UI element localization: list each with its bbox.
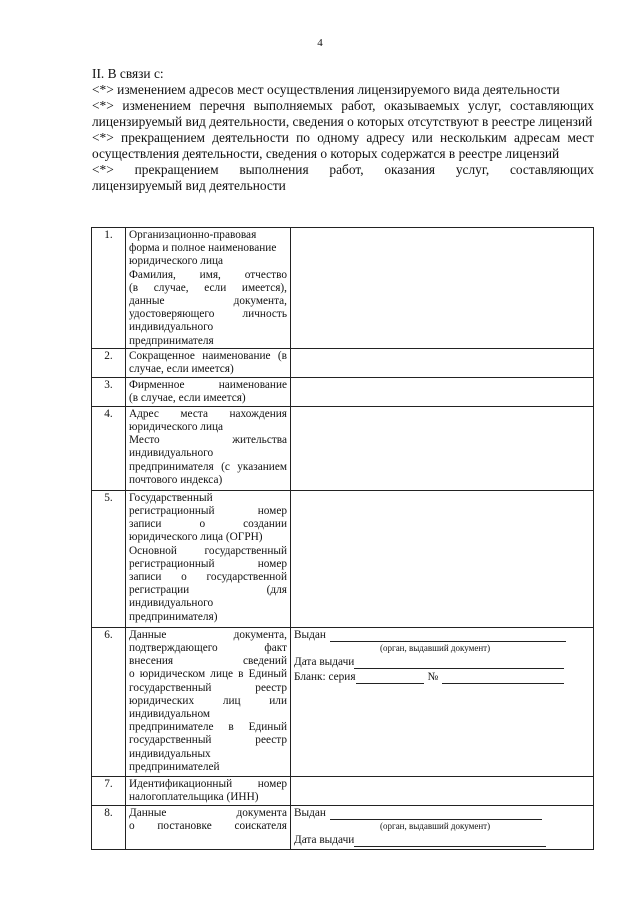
issuer-caption: (орган, выдавший документ) (380, 820, 491, 831)
reason-text: изменением перечня выполняемых работ, оказываемых услуг, составляющих лицензируемый вид деятельности, сведения о которых отсутствуют в реестре лицензий (92, 98, 594, 129)
intro-section (92, 66, 594, 194)
reason-text: изменением адресов мест осуществления лицензируемого вида деятельности (113, 82, 560, 97)
field-label: Данные документа, подтверждающего факт внесения сведений о юридическом лице в Единый государственный реестр юридических лиц или индивидуальном предпринимателе в Единый государственный реестр индивидуальных предпринимателей (126, 627, 291, 776)
reason-marker: <*> (92, 162, 114, 177)
document-details (291, 627, 594, 776)
field-value[interactable] (291, 490, 594, 627)
blank-series-field[interactable] (356, 672, 424, 684)
issue-date-field[interactable] (354, 835, 546, 847)
field-label: Организационно-правовая форма и полное наименование юридического лица Фамилия, имя, отчество (в случае, если имеется), данные документа, удостоверяющего личность индивидуального предпринимателя (126, 228, 291, 349)
field-label: Сокращенное наименование (в случае, если имеется) (126, 348, 291, 377)
issuer-caption: (орган, выдавший документ) (380, 642, 491, 653)
row-number: 2. (92, 348, 126, 377)
reason-text: прекращением выполнения работ, оказания услуг, составляющих (113, 162, 594, 177)
field-label: Государственный регистрационный номер записи о создании юридического лица (ОГРН) Основной государственный регистрационный номер записи о государственной регистрации (для индивидуального предпринимателя) (126, 490, 291, 627)
document-details (291, 805, 594, 849)
table-row (92, 406, 594, 490)
table-row (92, 627, 594, 776)
field-label: Адрес места нахождения юридического лица Место жительства индивидуального предпринимателя (с указанием почтового индекса) (126, 406, 291, 490)
applicant-data-table (91, 227, 594, 850)
field-value[interactable] (291, 348, 594, 377)
field-label: Идентификационный номер налогоплательщика (ИНН) (126, 776, 291, 805)
issue-date-label: Дата выдачи (294, 655, 355, 668)
row-number: 7. (92, 776, 126, 805)
row-number: 6. (92, 627, 126, 776)
issued-by-field[interactable] (330, 630, 566, 642)
field-value[interactable] (291, 377, 594, 406)
field-value[interactable] (291, 228, 594, 349)
row-number: 4. (92, 406, 126, 490)
issued-by-label: Выдан (294, 806, 326, 819)
row-number: 8. (92, 805, 126, 849)
reason-item (92, 130, 594, 162)
row-number: 3. (92, 377, 126, 406)
reason-marker: <*> (92, 130, 114, 145)
issued-by-label: Выдан (294, 628, 326, 641)
reason-item (92, 82, 594, 98)
field-value[interactable] (291, 406, 594, 490)
row-number: 5. (92, 490, 126, 627)
reason-item (92, 162, 594, 178)
field-label: Данные документа о постановке соискателя (126, 805, 291, 849)
reason-marker: <*> (92, 98, 114, 113)
table-row (92, 348, 594, 377)
row-number: 1. (92, 228, 126, 349)
blank-number-label: № (427, 670, 439, 683)
reason-item-continued: лицензируемый вид деятельности (92, 178, 286, 193)
issue-date-field[interactable] (354, 657, 564, 669)
blank-number-field[interactable] (442, 672, 564, 684)
table-row (92, 377, 594, 406)
issue-date-label: Дата выдачи (294, 833, 355, 846)
table-row (92, 228, 594, 349)
blank-series-label: Бланк: серия (294, 670, 356, 683)
field-label: Фирменное наименование (в случае, если имеется) (126, 377, 291, 406)
section-heading: II. В связи с: (92, 66, 164, 81)
reason-text: прекращением деятельности по одному адресу или нескольким адресам мест осуществления деятельности, сведения о которых содержатся в реестре лицензий (92, 130, 594, 161)
page-number: 4 (317, 37, 323, 49)
table-row (92, 776, 594, 805)
issued-by-field[interactable] (330, 808, 542, 820)
reason-item (92, 98, 594, 130)
reason-marker: <*> (92, 82, 114, 97)
table-row (92, 490, 594, 627)
field-value[interactable] (291, 776, 594, 805)
table-row (92, 805, 594, 849)
